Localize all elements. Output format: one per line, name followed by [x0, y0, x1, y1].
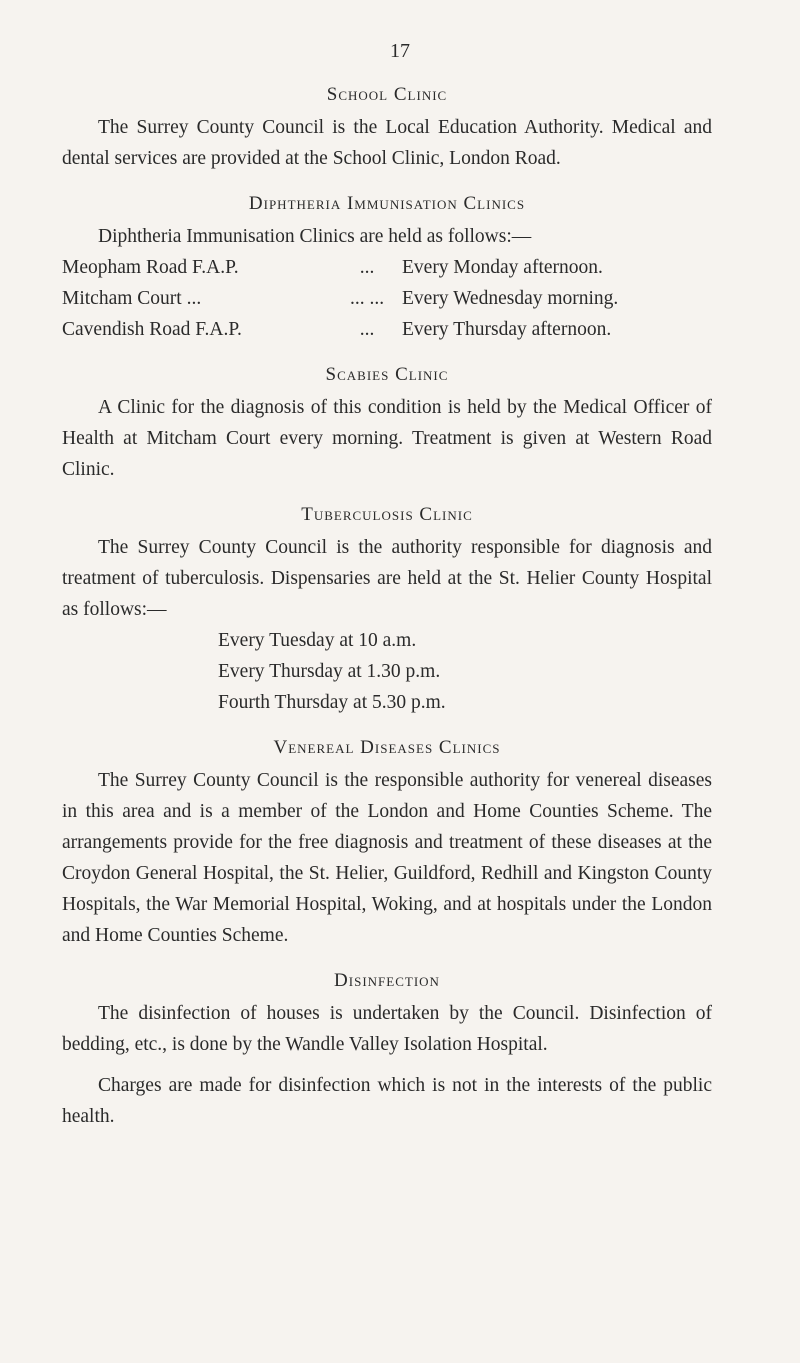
clinic-place: Meopham Road F.A.P.	[62, 257, 239, 278]
scabies-text: A Clinic for the diagnosis of this condition is held by the Medical Officer of Health at Mitcham Court every morning. Treatment is given at Western Road Clinic.	[62, 397, 712, 480]
venereal-heading: Venereal Diseases Clinics	[273, 737, 501, 758]
dispensary-times	[62, 625, 712, 718]
dispensary-time: Every Tuesday at 10 a.m.	[218, 630, 417, 651]
clinic-place: Mitcham Court ...	[62, 288, 202, 309]
disinfection-text-1: The disinfection of houses is undertaken by the Council. Disinfection of bedding, etc., is done by the Wandle Valley Isolation Hospital.	[62, 1003, 712, 1055]
clinic-row	[62, 252, 712, 283]
scabies-heading: Scabies Clinic	[325, 364, 449, 385]
clinic-time: Every Thursday afternoon.	[402, 319, 612, 340]
school-clinic-heading: School Clinic	[326, 84, 448, 105]
tuberculosis-text: The Surrey County Council is the authority responsible for diagnosis and treatment of tuberculosis. Dispensaries are held at the St. Helier County Hospital as follows:—	[62, 537, 712, 620]
clinic-leader: ...	[359, 257, 375, 278]
clinic-time: Every Monday afternoon.	[402, 257, 603, 278]
venereal-section	[62, 737, 712, 951]
disinfection-heading: Disinfection	[334, 970, 440, 991]
page-number: 17	[390, 40, 410, 62]
disinfection-section	[62, 970, 712, 1132]
tuberculosis-section	[62, 504, 712, 718]
clinic-row	[62, 314, 712, 345]
clinic-row	[62, 283, 712, 314]
clinic-time: Every Wednesday morning.	[402, 288, 619, 309]
tuberculosis-heading: Tuberculosis Clinic	[301, 504, 473, 525]
diphtheria-intro: Diphtheria Immunisation Clinics are held as follows:—	[98, 226, 532, 247]
school-clinic-text: The Surrey County Council is the Local Education Authority. Medical and dental services are provided at the School Clinic, London Road.	[62, 117, 712, 169]
dispensary-time: Fourth Thursday at 5.30 p.m.	[218, 692, 446, 713]
venereal-text: The Surrey County Council is the responsible authority for venereal diseases in this area and is a member of the London and Home Counties Scheme. The arrangements provide for the free diagnosis and treatment of these diseases at the Croydon General Hospital, the St. Helier, Guildford, Redhill and Kingston County Hospitals, the War Memorial Hospital, Woking, and at hospitals under the London and Home Counties Scheme.	[62, 770, 712, 946]
clinic-leader: ...	[359, 319, 375, 340]
diphtheria-heading: Diphtheria Immunisation Clinics	[248, 193, 526, 214]
dispensary-time: Every Thursday at 1.30 p.m.	[218, 661, 441, 682]
clinic-place: Cavendish Road F.A.P.	[62, 319, 242, 340]
disinfection-text-2: Charges are made for disinfection which is not in the interests of the public health.	[62, 1075, 712, 1127]
scabies-section	[62, 364, 712, 485]
diphtheria-clinic-list	[62, 252, 712, 345]
diphtheria-section	[62, 193, 712, 345]
clinic-leader: ... ...	[349, 288, 385, 309]
school-clinic-section	[62, 84, 712, 174]
page-content	[62, 84, 712, 1151]
